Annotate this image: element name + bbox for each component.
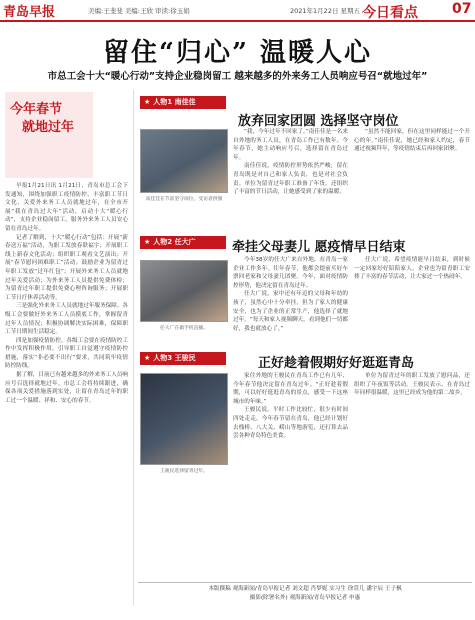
page-number: 07 <box>452 1 472 17</box>
profile-1-body-col2 <box>354 128 470 200</box>
editor-credits: 美编:王斐斐 美编:王欣 审读:徐玉娟 <box>88 7 190 15</box>
profile-2-caption: 任大广在做手机直播。 <box>160 326 208 331</box>
masthead <box>0 0 475 22</box>
byline-photographers: 摄影(除署名外) 观海新闻/青岛早报记者 申惠 <box>249 595 361 601</box>
newspaper-logo: 青岛早报 <box>3 5 56 20</box>
profile-2-photo <box>140 260 228 322</box>
profile-1-photo <box>140 129 228 193</box>
profile-3-body-col1 <box>233 372 348 577</box>
profile-1-caption: 南佳佳在节前坚守岗位。受访者供图 <box>145 197 223 202</box>
lead-paragraph: 四是加强疫情防控。各级工会要在疫情防控工作中发挥积极作用，引导职工自觉遵守疫情防控措施，落实“非必要不出行”要求，共同筑牢疫情防控防线。 <box>5 337 128 370</box>
profile-3-tag-text: 人物3 王骏民 <box>153 354 196 362</box>
profile-1-title: 放弃回家团圆 选择坚守岗位 <box>238 114 399 129</box>
lead-paragraph: 据了解，目前已有越来越多的外来务工人员响应号召选择就地过年。市总工会将持续跟进，确保各项关爱措施落到实处，让留在青岛过年的职工过一个温暖、祥和、安心的春节。 <box>5 372 128 404</box>
profile-1-tag <box>140 96 226 109</box>
profile-2-paragraph: 任大广说，希望疫情能早日结束，到时候一定回家好好陪陪家人。企业也为留青职工安排了丰富的春节活动，让大家过一个热闹年。 <box>354 257 470 281</box>
main-headline: 留住“归心” 温暖人心 <box>103 38 372 68</box>
profile-3-paragraph: 家住外地的王骏民在青岛工作已有几年，今年春节他决定留在青岛过年。“正好趁着假期，可以好好逛逛青岛的景点，感受一下这座城市的年味。” <box>233 373 348 405</box>
star-icon: ★ <box>144 98 151 106</box>
profile-2-body-col1 <box>233 256 348 336</box>
byline-footer <box>138 582 472 604</box>
profile-2-paragraph: 任大广说，家中还有年迈的父母和年幼的孩子，虽然心中十分牵挂，但为了家人的健康安全，也为了企业的正常生产，他选择了就地过年。“每天和家人视频聊天，看到他们一切都好，我也就放心了。” <box>233 291 348 332</box>
profile-2-tag-text: 人物2 任大广 <box>153 238 196 246</box>
section-title: 今日看点 <box>362 5 418 21</box>
profile-2-body-col2 <box>354 256 470 336</box>
byline-writers: 本版撰稿 观海新闻/青岛早报记者 刘文超 肖梦妮 实习生 徐萱儿 潘宇辰 王子枫 <box>208 586 402 592</box>
star-icon: ★ <box>144 354 151 362</box>
profile-1-paragraph: “虽然不能回家，但在这里同样能过一个开心的年。”南佳佳说，她已经和家人约定，春节通过视频拜年，等疫情结束后再回家团聚。 <box>354 129 470 153</box>
star-icon: ★ <box>144 238 151 246</box>
profile-1-body-col1 <box>233 128 348 200</box>
lead-paragraph: 记者了解到，十大“暖心行动”包括：开展“新春送万福”活动，为职工发放春联福字；开展职工线上新春文化活动；组织职工观看文艺演出；开展“春节慰问困难职工”活动；鼓励企业为留青过年职工发放“过年红包”；开展外来务工人员就地过年关爱活动；为外来务工人员提供免费体检；为留青过年职工提供免费心理咨询服务；开展职工节日疗休养活动等。 <box>5 234 128 301</box>
profile-1-paragraph: “我，今年过年不回家了。”南佳佳是一名来自外地的务工人员，在青岛工作已有数年。今年春节，她主动响应号召，选择留在青岛过年。 <box>233 129 348 161</box>
banner-line-1: 今年春节 <box>10 102 63 117</box>
profile-3-title: 正好趁着假期好好逛逛青岛 <box>258 356 415 371</box>
profile-3-photo <box>140 373 228 465</box>
profile-1-paragraph: 南佳佳说，疫情防控形势依然严峻，留在青岛既是对自己和家人负责，也是对社会负责。单位为留青过年职工准备了年货，还组织了丰富的节日活动，让她感受到了家的温暖。 <box>233 163 348 196</box>
profile-2-paragraph: 今年38岁的任大广来自外地，在青岛一家企业工作多年。往年春节，他都会提前买好车票回老家和父母妻儿团聚。今年，面对疫情防控形势，他决定留在青岛过年。 <box>233 257 348 289</box>
profile-3-caption: 王骏民选择留青过年。 <box>160 469 208 474</box>
profile-3-paragraph: 单位为留青过年的职工发放了慰问品，还组织了年夜饭等活动。王骏民表示，在青岛过年同样很温暖，这里已经成为他的第二故乡。 <box>354 373 470 397</box>
publication-date: 2021年1月22日 星期五 <box>290 7 361 15</box>
lead-article-body <box>5 182 128 602</box>
profile-2-tag <box>140 236 226 249</box>
banner-line-2: 就地过年 <box>22 120 75 135</box>
profile-1-tag-text: 人物1 南佳佳 <box>153 98 196 106</box>
lead-paragraph: 三是强化外来务工人员就地过年服务保障。各级工会要做好外来务工人员摸底工作，掌握留青过年人员情况；积极协调解决实际困难，保障职工节日期间生活稳定。 <box>5 303 128 336</box>
profile-3-paragraph: 王骏民说，平时工作比较忙，很少有时间四处走走。今年春节留在青岛，他已经计划好去栈桥、八大关、崂山等地游览，还打算去品尝各种青岛特色美食。 <box>233 407 348 440</box>
profile-3-tag <box>140 352 226 365</box>
profile-2-title: 牵挂父母妻儿 愿疫情早日结束 <box>232 240 406 255</box>
profile-3-body-col2 <box>354 372 470 577</box>
lead-paragraph: 早报1月21日讯 1月21日，青岛市总工会下发通知，围绕加强职工疫情防控、丰富职工节日文化、关爱外来务工人员就地过年，在全市开展“我在青岛过大年”活动，启动十大“暖心行动”，支持企业稳岗留工，服务外来务工人员安心留在青岛过年。 <box>5 183 128 232</box>
column-divider <box>133 90 134 605</box>
sub-headline: 市总工会十大“暖心行动”支持企业稳岗留工 越来越多的外来务工人员响应号召“就地过年” <box>47 71 428 82</box>
